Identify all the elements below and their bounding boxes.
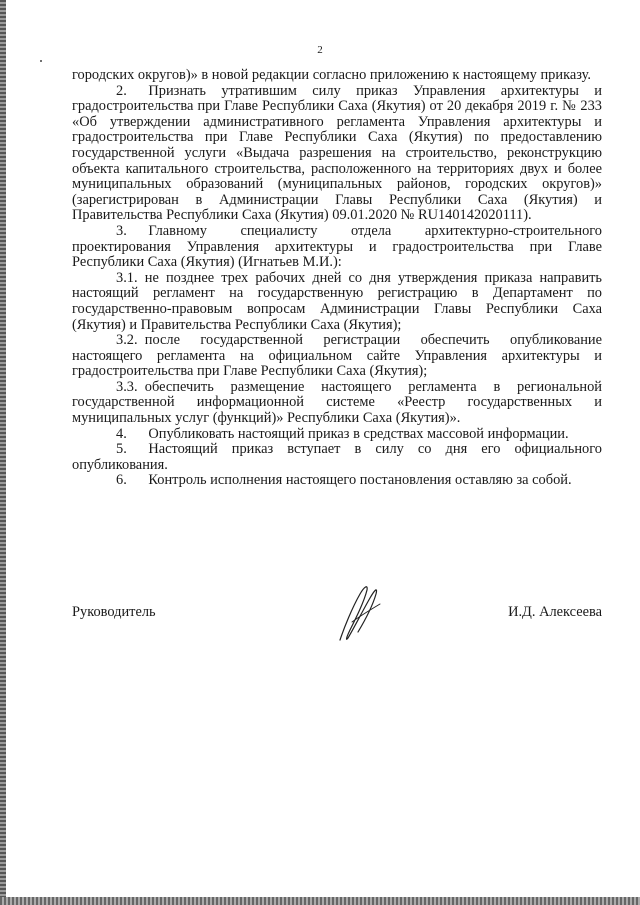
scan-edge-bottom [0, 897, 640, 905]
signatory-name: И.Д. Алексеева [508, 604, 602, 620]
signatory-position: Руководитель [72, 604, 156, 620]
handwritten-signature [330, 578, 390, 648]
paragraph-3-1: 3.1. не позднее трех рабочих дней со дня утверждения приказа направить настоящий регламент на государственную регистрацию в Департамент по государственно-правовым вопросам Администрации Главы Республики Саха (Якутия) и Правительства Республики Саха (Якутия); [72, 269, 602, 333]
paragraph-3-2: 3.2. после государственной регистрации обеспечить опубликование настоящего регламента на официальном сайте Управления архитектуры и градостроительства при Главе Республики Саха (Якутия); [72, 332, 602, 380]
scan-speck [40, 60, 42, 62]
paragraph-5: 5. Настоящий приказ вступает в силу со дня его официального опубликования. [72, 441, 602, 473]
paragraph-3: 3. Главному специалисту отдела архитектурно-строительного проектирования Управления архитектуры и градостроительства при Главе Республики Саха (Якутия) (Игнатьев М.И.): [72, 222, 602, 271]
paragraph-continuation: городских округов)» в новой редакции согласно приложению к настоящему приказу. [72, 67, 591, 83]
paragraph-2: 2. Признать утратившим силу приказ Управления архитектуры и градостроительства при Главе Республики Саха (Якутия) от 20 декабря 2019 г. № 233 «Об утверждении административного регламента Управления архитектуры и градостроительства при Главе Республики Саха (Якутия) по предоставлению государственной услуги «Выдача разрешения на строительство, реконструкцию объекта капитального строительства, расположенного на территориях двух и более муниципальных образований (муниципальных районов, городских округов)» (зарегистрирован в Администрации Главы Республики Саха (Якутия) и Правительства Республики Саха (Якутия) 09.01.2020 № RU140142020111). [72, 82, 602, 224]
scan-edge-left [0, 0, 6, 905]
paragraph-3-3: 3.3. обеспечить размещение настоящего регламента в региональной государственной информационной системе «Реестр государственных и муниципальных услуг (функций)» Республики Саха (Якутия)». [72, 378, 602, 427]
document-body [72, 68, 602, 489]
page-number: 2 [317, 44, 323, 56]
paragraph-4: 4. Опубликовать настоящий приказ в средствах массовой информации. [116, 425, 569, 442]
paragraph-6: 6. Контроль исполнения настоящего постановления оставляю за собой. [116, 472, 572, 489]
